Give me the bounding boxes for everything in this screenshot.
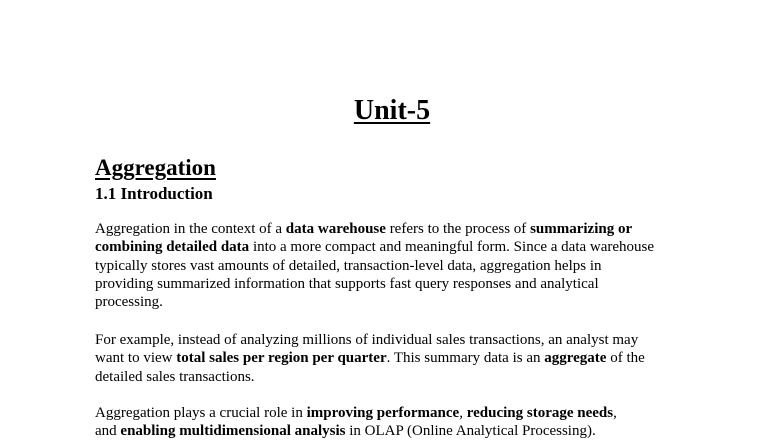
bold-text: improving performance	[306, 405, 460, 421]
text-run: Aggregation in the context of a	[95, 221, 286, 237]
bold-text: summarizing or	[530, 221, 633, 237]
bold-text: enabling multidimensional analysis	[120, 423, 346, 440]
text-run: of the	[606, 350, 645, 367]
unit-title: Unit-5	[353, 95, 431, 126]
paragraph-line	[95, 331, 695, 349]
text-run: refers to the process of	[385, 221, 531, 237]
paragraph-role	[95, 404, 695, 441]
bold-text: data warehouse	[285, 221, 386, 237]
text-run: typically stores vast amounts of detailed, transaction-level data, aggregation helps in	[95, 257, 602, 274]
paragraph-line	[95, 422, 695, 440]
text-run: detailed sales transactions.	[95, 368, 255, 385]
text-run: ,	[613, 405, 617, 421]
text-run: For example, instead of analyzing millions of individual sales transactions, an analyst may	[95, 332, 639, 348]
paragraph-line	[95, 404, 695, 422]
paragraph-line	[95, 238, 695, 256]
text-run: want to view	[95, 350, 177, 367]
text-run: and	[95, 423, 121, 440]
paragraph-line	[95, 275, 695, 293]
paragraph-line	[95, 368, 695, 386]
text-run: providing summarized information that supports fast query responses and analytical	[95, 275, 599, 292]
text-run: Aggregation plays a crucial role in	[95, 405, 307, 421]
paragraph-line	[95, 257, 695, 275]
paragraph-example	[95, 331, 695, 386]
text-run: in OLAP (Online Analytical Processing).	[345, 423, 596, 440]
bold-text: total sales per region per quarter	[176, 350, 387, 367]
bold-text: reducing storage needs	[466, 405, 614, 421]
text-run: processing.	[95, 294, 163, 311]
text-run: into a more compact and meaningful form. Since a data warehouse	[249, 239, 655, 256]
paragraph-intro	[95, 220, 695, 311]
paragraph-line	[95, 293, 695, 311]
section-title: Aggregation	[95, 155, 216, 180]
bold-text: aggregate	[544, 350, 607, 367]
bold-text: combining detailed data	[95, 239, 250, 256]
paragraph-line	[95, 349, 695, 367]
paragraph-line	[95, 220, 695, 238]
text-run: ,	[459, 405, 467, 421]
text-run: . This summary data is an	[386, 350, 545, 367]
subsection-title: 1.1 Introduction	[95, 184, 213, 203]
